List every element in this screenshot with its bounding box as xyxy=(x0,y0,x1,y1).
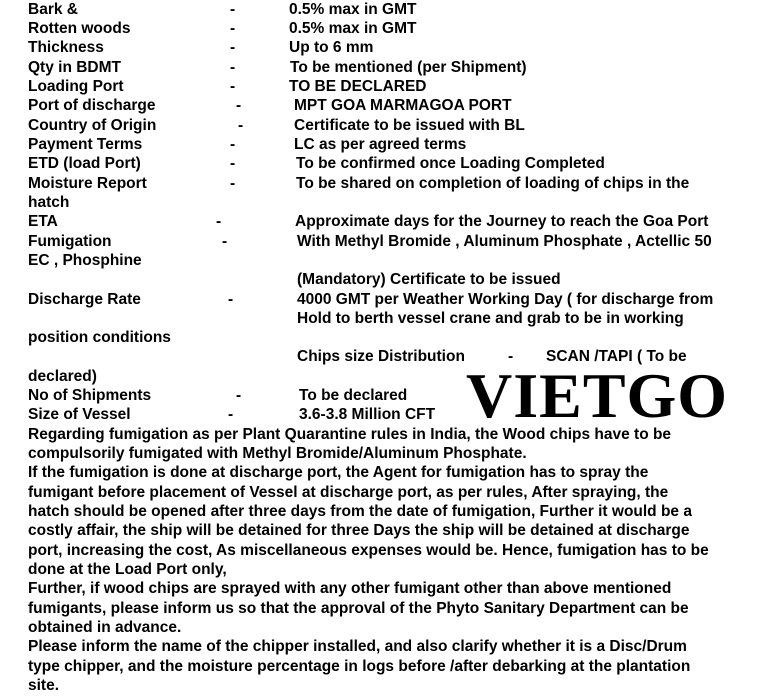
spec-dash: - xyxy=(228,406,234,423)
paragraph-line: Regarding fumigation as per Plant Quarantine rules in India, the Wood chips have to be xyxy=(28,426,672,443)
paragraph-line: fumigants, please inform us so that the approval of the Phyto Sanitary Department can be xyxy=(28,600,689,617)
spec-label-loading-port: Loading Port xyxy=(28,78,124,95)
spec-dash: - xyxy=(228,291,234,308)
spec-dash: - xyxy=(222,233,228,250)
spec-label-bark: Bark & xyxy=(28,1,78,18)
spec-value-loading-port: TO BE DECLARED xyxy=(289,78,427,95)
paragraph-line: Please inform the name of the chipper installed, and also clarify whether it is a Disc/Drum xyxy=(28,638,687,655)
spec-value-port-of-discharge: MPT GOA MARMAGOA PORT xyxy=(294,97,512,114)
spec-dash: - xyxy=(230,59,236,76)
spec-label-thickness: Thickness xyxy=(28,39,104,56)
paragraph-line: port, increasing the cost, As miscellaneous expenses would be. Hence, fumigation has to be xyxy=(28,542,709,559)
spec-dash: - xyxy=(508,348,514,365)
spec-value-chips-size: SCAN /TAPI ( To be xyxy=(546,348,687,365)
spec-value-qty: To be mentioned (per Shipment) xyxy=(290,59,527,76)
spec-value-no-of-shipments: To be declared xyxy=(299,387,408,404)
spec-label-qty: Qty in BDMT xyxy=(28,59,121,76)
spec-value-fumigation-cont: EC , Phosphine xyxy=(28,252,142,269)
spec-dash: - xyxy=(236,387,242,404)
spec-value-country-of-origin: Certificate to be issued with BL xyxy=(294,117,525,134)
paragraph-line: If the fumigation is done at discharge port, the Agent for fumigation has to spray the xyxy=(28,464,649,481)
spec-dash: - xyxy=(236,97,242,114)
spec-value-fumigation: With Methyl Bromide , Aluminum Phosphate , Actellic 50 xyxy=(297,233,712,250)
spec-dash: - xyxy=(216,213,222,230)
paragraph-line: type chipper, and the moisture percentage in logs before /after debarking at the plantation xyxy=(28,658,691,675)
spec-value-payment-terms: LC as per agreed terms xyxy=(294,136,467,153)
spec-value-discharge-rate: 4000 GMT per Weather Working Day ( for discharge from xyxy=(297,291,714,308)
spec-value-moisture-report: To be shared on completion of loading of chips in the xyxy=(296,175,690,192)
paragraph-line: fumigant before placement of Vessel at discharge port, as per rules, After spraying, the xyxy=(28,484,669,501)
paragraph-line: obtained in advance. xyxy=(28,619,182,636)
spec-label-country-of-origin: Country of Origin xyxy=(28,117,157,134)
spec-value-bark: 0.5% max in GMT xyxy=(289,1,417,18)
spec-dash: - xyxy=(230,39,236,56)
paragraph-line: hatch should be opened after three days from the date of fumigation, Further it would be a xyxy=(28,503,692,520)
spec-dash: - xyxy=(230,136,236,153)
spec-label-rotten-woods: Rotten woods xyxy=(28,20,131,37)
spec-dash: - xyxy=(238,117,244,134)
spec-value-eta: Approximate days for the Journey to reach the Goa Port xyxy=(295,213,709,230)
spec-label-chips-size: Chips size Distribution xyxy=(297,348,465,365)
spec-label-no-of-shipments: No of Shipments xyxy=(28,387,152,404)
spec-label-etd: ETD (load Port) xyxy=(28,155,141,172)
spec-value-chips-size-cont: declared) xyxy=(28,368,97,385)
spec-value-moisture-report-cont: hatch xyxy=(28,194,70,211)
spec-value-size-of-vessel: 3.6-3.8 Million CFT xyxy=(299,406,436,423)
paragraph-line: compulsorily fumigated with Methyl Bromide/Aluminum Phosphate. xyxy=(28,445,527,462)
spec-dash: - xyxy=(230,78,236,95)
spec-label-moisture-report: Moisture Report xyxy=(28,175,147,192)
paragraph-line: site. xyxy=(28,677,60,694)
spec-value-certificate: (Mandatory) Certificate to be issued xyxy=(297,271,561,288)
vietgo-watermark: VIETGO xyxy=(466,360,729,431)
spec-label-fumigation: Fumigation xyxy=(28,233,112,250)
spec-value-rotten-woods: 0.5% max in GMT xyxy=(289,20,417,37)
spec-label-discharge-rate: Discharge Rate xyxy=(28,291,141,308)
spec-dash: - xyxy=(230,1,236,18)
spec-value-discharge-rate-cont: position conditions xyxy=(28,329,171,346)
spec-dash: - xyxy=(230,20,236,37)
spec-value-etd: To be confirmed once Loading Completed xyxy=(296,155,605,172)
spec-dash: - xyxy=(230,155,236,172)
paragraph-line: Further, if wood chips are sprayed with any other fumigant other than above mentioned xyxy=(28,580,672,597)
spec-value-discharge-rate-2: Hold to berth vessel crane and grab to be in working xyxy=(297,310,684,327)
spec-label-port-of-discharge: Port of discharge xyxy=(28,97,156,114)
paragraph-line: costly affair, the ship will be detained for three Days the ship will be detained at discharge xyxy=(28,522,690,539)
spec-label-payment-terms: Payment Terms xyxy=(28,136,143,153)
paragraph-line: done at the Load Port only, xyxy=(28,561,227,578)
spec-label-size-of-vessel: Size of Vessel xyxy=(28,406,131,423)
spec-dash: - xyxy=(230,175,236,192)
spec-label-eta: ETA xyxy=(28,213,58,230)
spec-value-thickness: Up to 6 mm xyxy=(289,39,374,56)
